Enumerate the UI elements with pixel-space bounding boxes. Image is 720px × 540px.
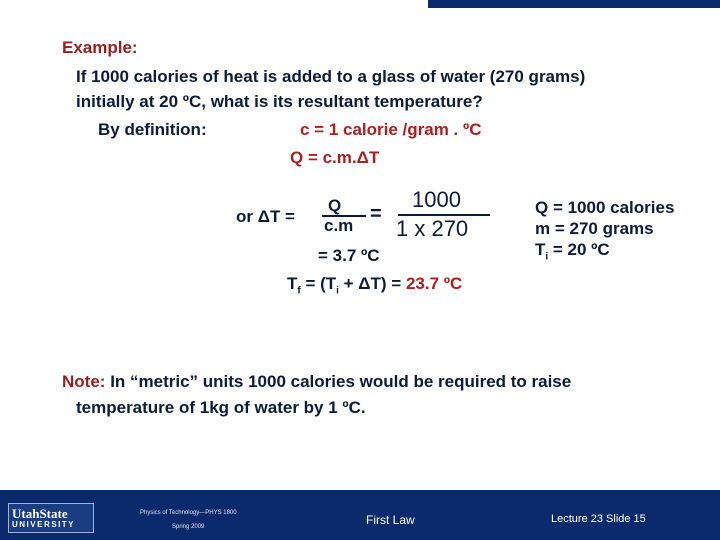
fraction2-numerator: 1000 [412, 187, 461, 212]
lecture-topic: First Law [366, 513, 415, 527]
example-heading: Example: [62, 38, 138, 57]
university-logo [8, 503, 94, 533]
final-temperature-equation [287, 274, 462, 296]
logo-subtitle: UNIVERSITY [12, 520, 76, 529]
given-t-value: = 20 ºC [548, 240, 610, 259]
heat-equation: Q = c.m.ΔT [290, 148, 380, 167]
fraction1-denominator: c.m [324, 216, 354, 235]
final-t-symbol: T [287, 274, 298, 293]
course-term: Spring 2009 [172, 524, 205, 530]
note-line-1 [62, 372, 571, 392]
fraction1-numerator: Q [328, 196, 342, 215]
given-t-subscript: i [545, 251, 549, 263]
question-line-2: initially at 20 ºC, what is its resultant temperature? [76, 92, 483, 111]
initial-t-subscript: i [336, 285, 339, 297]
fraction2-denominator: 1 x 270 [396, 216, 469, 241]
logo-wordmark: UtahState [12, 506, 68, 521]
final-mid-text: = (T [300, 274, 337, 293]
given-initial-temperature [535, 240, 610, 262]
final-right-text: + ΔT) = [338, 274, 406, 293]
given-t-symbol: T [535, 240, 546, 259]
specific-heat-equation: c = 1 calorie /gram . ºC [300, 120, 482, 139]
note-text-1: In “metric” units 1000 calories would be required to raise [110, 372, 572, 391]
equals-sign: = [370, 203, 382, 225]
question-line-1: If 1000 calories of heat is added to a glass of water (270 grams) [76, 67, 586, 86]
final-t-subscript: f [297, 285, 301, 297]
note-line-2: temperature of 1kg of water by 1 ºC. [76, 398, 366, 417]
given-heat: Q = 1000 calories [535, 198, 675, 217]
note-label: Note: [62, 372, 106, 391]
lecture-slide-number: Lecture 23 Slide 15 [551, 513, 646, 525]
delta-t-result: = 3.7 ºC [318, 246, 380, 265]
final-temperature-value: 23.7 ºC [405, 274, 463, 293]
given-mass: m = 270 grams [535, 219, 654, 238]
top-accent-bar [428, 0, 720, 8]
definition-label: By definition: [98, 120, 207, 139]
delta-t-prefix: or ΔT = [236, 207, 295, 226]
course-name: Physics of Technology—PHYS 1800 [140, 510, 237, 516]
